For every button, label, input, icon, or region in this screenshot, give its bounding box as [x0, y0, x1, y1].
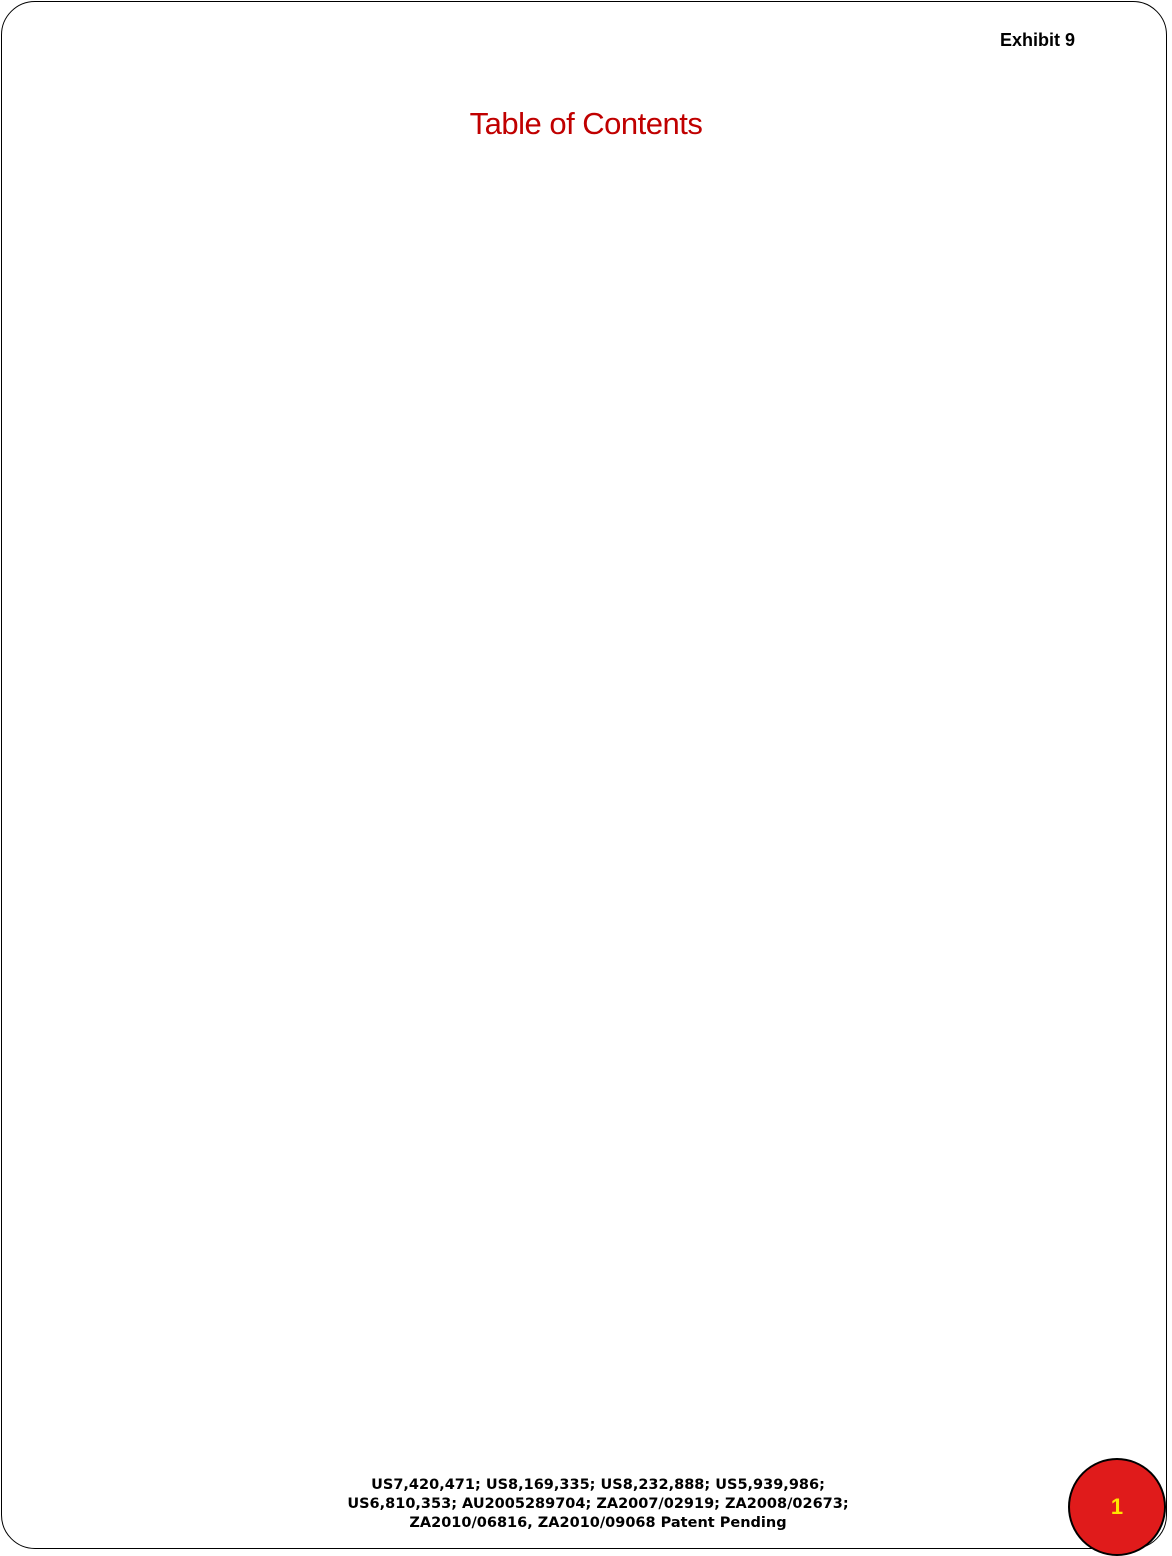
patent-line: US6,810,353; AU2005289704; ZA2007/02919; ZA2008/02673; — [347, 1496, 849, 1512]
page-frame — [1, 1, 1167, 1549]
page-title: Table of Contents — [469, 106, 703, 141]
page-number: 1 — [1110, 1494, 1124, 1519]
patent-footer — [0, 1476, 1172, 1533]
exhibit-label: Exhibit 9 — [999, 30, 1075, 50]
patent-line: US7,420,471; US8,169,335; US8,232,888; US5,939,986; — [371, 1477, 825, 1493]
patent-line: ZA2010/06816, ZA2010/09068 Patent Pending — [409, 1515, 787, 1531]
page-number-badge — [1068, 1458, 1166, 1556]
